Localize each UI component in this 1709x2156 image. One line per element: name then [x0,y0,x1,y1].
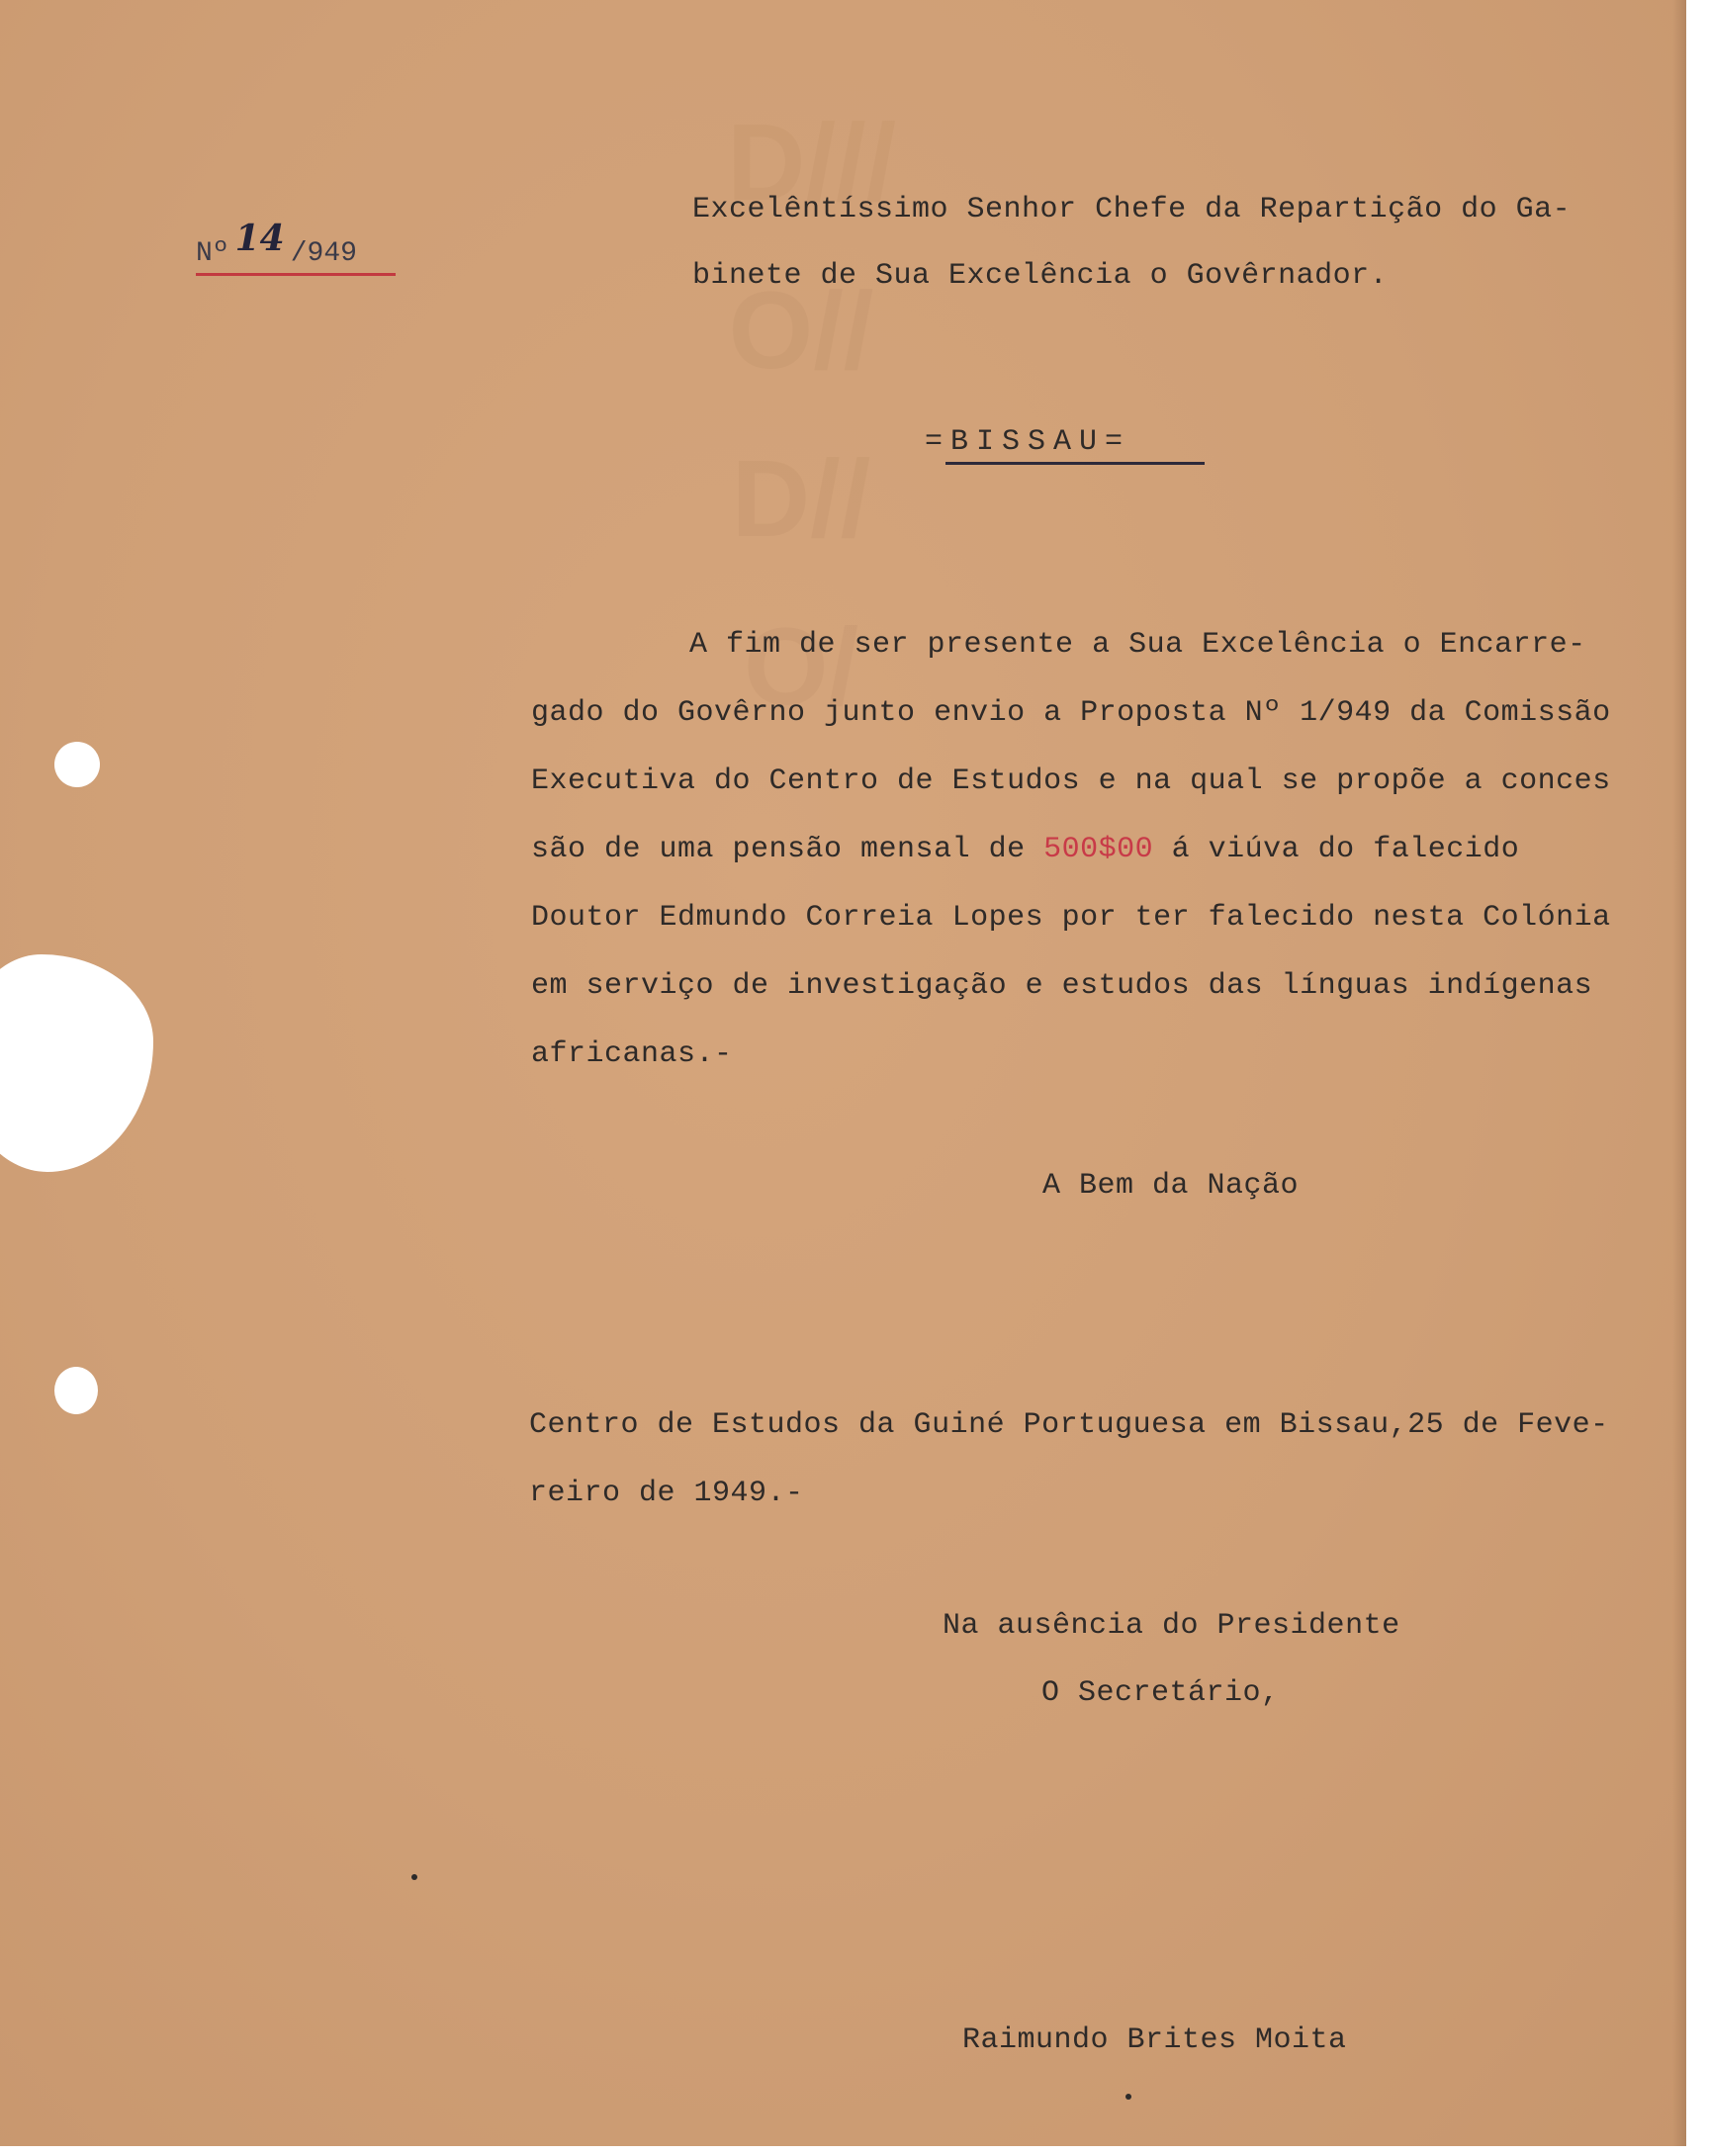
show-through-stamp: D///O//D//O/ [727,102,897,728]
body-line-2: gado do Govêrno junto envio a Proposta Nº 1/949 da Comissão [531,696,1611,730]
place-date-line-1: Centro de Estudos da Guiné Portuguesa em Bissau,25 de Feve- [529,1408,1609,1442]
ink-speck [411,1874,417,1880]
place-date-line-2: reiro de 1949.- [529,1477,804,1510]
city-heading: =BISSAU= [925,425,1131,459]
salutation: A Bem da Nação [1042,1169,1300,1203]
signatory-name: Raimundo Brites Moita [962,2023,1347,2057]
signature-line-2: O Secretário, [1041,1676,1280,1710]
body-line-6: em serviço de investigação e estudos das línguas indígenas [531,969,1593,1003]
ink-speck [1125,2094,1131,2100]
reference-number [196,218,396,276]
city-underline [945,462,1205,465]
signature-line-1: Na ausência do Presidente [943,1609,1400,1643]
body-line-1: A fim de ser presente a Sua Excelência o Encarre- [689,628,1586,662]
body-line-5: Doutor Edmundo Correia Lopes por ter falecido nesta Colónia [531,901,1611,935]
reference-prefix: Nº [196,238,229,269]
pension-amount: 500$00 [1043,833,1154,866]
body-line-4 [531,833,1519,866]
punch-hole-top [54,742,100,787]
reference-year: /949 [290,238,357,269]
reference-handwritten-number: 14 [234,218,285,259]
page-edge [1672,0,1686,2146]
body-line-4-start: são de uma pensão mensal de [531,833,1026,866]
punch-hole-bottom [54,1367,98,1414]
addressee-line-2: binete de Sua Excelência o Govêrnador. [692,259,1389,293]
body-line-7: africanas.- [531,1037,733,1071]
torn-punch-hole [0,954,153,1172]
body-line-3: Executiva do Centro de Estudos e na qual se propõe a conces [531,764,1611,798]
body-line-4-end: á viúva do falecido [1171,833,1520,866]
addressee-line-1: Excelêntíssimo Senhor Chefe da Repartição do Ga- [692,193,1572,226]
